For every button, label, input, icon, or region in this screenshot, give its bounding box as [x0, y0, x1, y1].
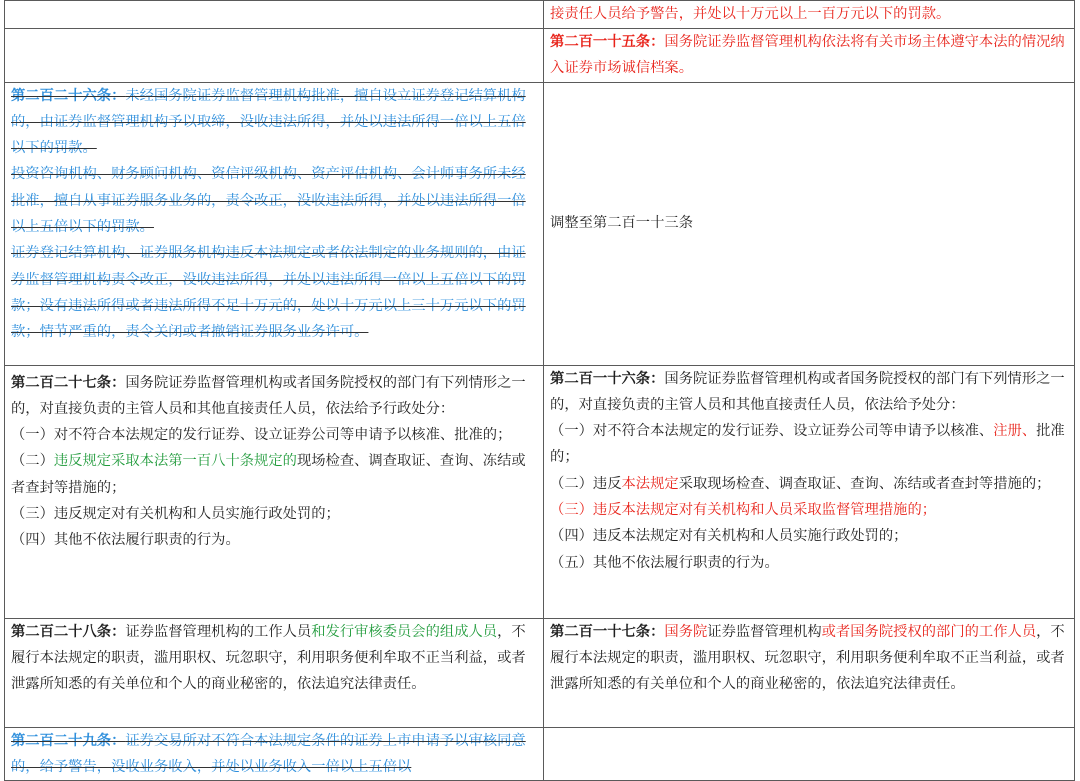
clause-paragraph — [550, 497, 1068, 523]
clause-text: 证券监督管理机构的工作人员 — [125, 623, 312, 640]
clause-text: 投资咨询机构、财务顾问机构、资信评级机构、资产评估机构、会计师事务所未经批准，擅自从事证券服务业务的，责令改正，没收违法所得，并处以违法所得一倍以上五倍以下的罚款。 — [11, 166, 526, 236]
old-law-cell — [5, 82, 544, 365]
clause-paragraph — [550, 366, 1068, 419]
new-law-cell — [544, 1, 1075, 29]
clause-text: 证券交易所对不符合本法规定条件的证券上市申请予以审核同意的，给予警告，没收业务收入，并处以业务收入一倍以上五倍以 — [11, 732, 526, 775]
clause-text: 接责任人员给予警告，并处以十万元以上一百万元以下的罚款。 — [550, 6, 951, 22]
new-law-cell — [544, 618, 1075, 727]
clause-text: 第二百二十九条： — [11, 732, 126, 749]
clause-text: 第二百二十八条： — [11, 623, 126, 640]
table-row — [5, 618, 1075, 727]
clause-paragraph — [550, 471, 1068, 497]
new-law-cell — [544, 29, 1075, 83]
clause-paragraph — [550, 619, 1068, 698]
old-law-cell — [5, 1, 544, 29]
clause-text: ，不履行本法规定的职责，滥用职权、玩忽职守，利用职务便利牟取不正当利益，或者泄露所知悉的有关单位和个人的商业秘密的，依法追究法律责任。 — [11, 623, 526, 693]
new-law-cell — [544, 727, 1075, 781]
clause-paragraph — [550, 523, 1068, 549]
clause-paragraph — [11, 501, 537, 527]
clause-paragraph — [550, 29, 1068, 82]
clause-paragraph — [11, 161, 537, 240]
new-law-cell — [544, 365, 1075, 618]
table-row — [5, 1, 1075, 29]
clause-text: 第二百一十七条： — [550, 623, 665, 640]
clause-text: 第二百二十七条： — [11, 374, 126, 391]
clause-text: 批准的； — [550, 423, 1065, 466]
clause-paragraph — [11, 422, 537, 448]
clause-paragraph — [550, 418, 1068, 471]
clause-text: 证券登记结算机构、证券服务机构违反本法规定或者依法制定的业务规则的，由证券监督管理机构责令改正，没收违法所得，并处以违法所得一倍以上五倍以下的罚款；没有违法所得或者违法所得不足十万元的，处以十万元以上三十万元以下的罚款；情节严重的，责令关闭或者撤销证券服务业务许可。 — [11, 245, 526, 341]
clause-paragraph — [11, 728, 537, 781]
old-law-cell — [5, 29, 544, 83]
clause-text: 国务院证券监督管理机构或者国务院授权的部门有下列情形之一的，对直接负责的主管人员和其他直接责任人员，依法给予行政处分： — [11, 374, 526, 417]
clause-text: 证券监督管理机构 — [707, 623, 822, 640]
clause-paragraph — [550, 1, 1068, 27]
clause-text: 未经国务院证券监督管理机构批准，擅自设立证券登记结算机构的，由证券监督管理机构予以取缔，没收违法所得，并处以违法所得一倍以上五倍以下的罚款。 — [11, 87, 526, 157]
new-law-cell — [544, 82, 1075, 365]
clause-text: 或者国务院授权的部门的工作人员 — [821, 623, 1037, 640]
clause-text: （四）违反本法规定对有关机构和人员实施行政处罚的； — [550, 528, 908, 545]
clause-paragraph — [550, 550, 1068, 576]
clause-text: 采取现场检查、调查取证、查询、冻结或者查封等措施的； — [678, 475, 1051, 492]
clause-text: 现场检查、调查取证、查询、冻结或者查封等措施的； — [11, 453, 526, 496]
clause-text: （四）其他不依法履行职责的行为。 — [11, 532, 240, 549]
clause-text: 国务院 — [664, 623, 708, 640]
clause-text: 第二百一十五条： — [550, 34, 665, 50]
old-law-cell — [5, 618, 544, 727]
clause-paragraph — [11, 527, 537, 553]
clause-text: （二）违反 — [550, 475, 622, 492]
clause-text: 第二百二十六条： — [11, 87, 126, 104]
clause-text: 第二百一十六条： — [550, 370, 665, 387]
clause-paragraph — [11, 240, 537, 345]
table-row — [5, 365, 1075, 618]
clause-text: （五）其他不依法履行职责的行为。 — [550, 554, 779, 571]
clause-text: 国务院证券监督管理机构或者国务院授权的部门有下列情形之一的，对直接负责的主管人员和其他直接责任人员，依法给予处分： — [550, 370, 1065, 413]
clause-text: （三）违反规定对有关机构和人员实施行政处罚的； — [11, 506, 340, 523]
clause-paragraph — [550, 210, 1068, 236]
comparison-table — [4, 0, 1075, 781]
clause-paragraph — [11, 619, 537, 698]
clause-paragraph — [11, 448, 537, 501]
clause-text: 违反规定采取本法第一百八十条规定的 — [53, 453, 297, 470]
clause-text: ，不履行本法规定的职责，滥用职权、玩忽职守，利用职务便利牟取不正当利益，或者泄露所知悉的有关单位和个人的商业秘密的，依法追究法律责任。 — [550, 623, 1065, 693]
clause-text: （二） — [11, 453, 54, 470]
table-row — [5, 82, 1075, 365]
clause-text: （一）对不符合本法规定的发行证券、设立证券公司等申请予以核准、 — [550, 423, 994, 440]
clause-text: （一）对不符合本法规定的发行证券、设立证券公司等申请予以核准、批准的； — [11, 427, 512, 444]
old-law-cell — [5, 727, 544, 781]
clause-text: 国务院证券监督管理机构依法将有关市场主体遵守本法的情况纳入证券市场诚信档案。 — [550, 34, 1065, 77]
table-row — [5, 29, 1075, 83]
old-law-cell — [5, 365, 544, 618]
clause-text: 和发行审核委员会的组成人员 — [311, 623, 498, 640]
clause-text: 注册、 — [993, 423, 1037, 440]
clause-text: 本法规定 — [621, 475, 679, 492]
clause-text: （三）违反本法规定对有关机构和人员采取监督管理措施的； — [550, 502, 937, 519]
clause-text: 调整至第二百一十三条 — [550, 215, 693, 232]
table-row — [5, 727, 1075, 781]
clause-paragraph — [11, 83, 537, 162]
clause-paragraph — [11, 370, 537, 423]
